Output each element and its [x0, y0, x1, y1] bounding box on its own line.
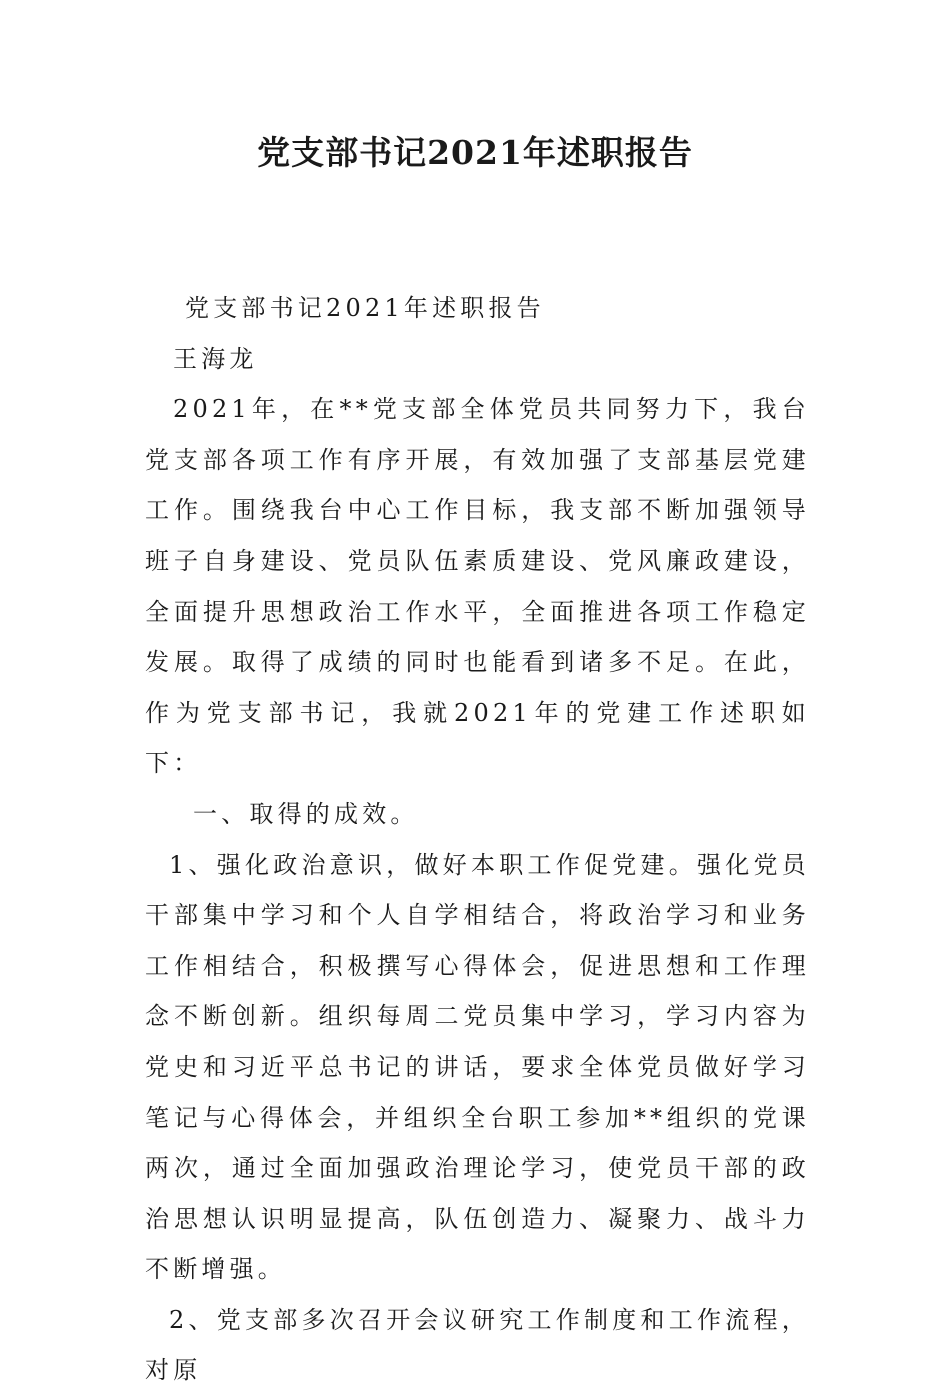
- paragraph-intro: 2021年，在**党支部全体党员共同努力下，我台党支部各项工作有序开展，有效加强了支部基层党建工作。围绕我台中心工作目标，我支部不断加强领导班子自身建设、党员队伍素质建设、党风廉政建设，全面提升思想政治工作水平，全面推进各项工作稳定发展。取得了成绩的同时也能看到诸多不足。在此，作为党支部书记，我就2021年的党建工作述职如下：: [145, 395, 810, 778]
- section-heading-achievements: 一、取得的成效。: [193, 799, 419, 828]
- document-title: 党支部书记2021年述职报告: [257, 133, 693, 172]
- paragraph-item-2: 2、党支部多次召开会议研究工作制度和工作流程，对原: [145, 1305, 810, 1385]
- document-subtitle: 党支部书记2021年述职报告: [185, 294, 545, 322]
- document-body: [145, 283, 810, 1396]
- paragraph-item-1: 1、强化政治意识，做好本职工作促党建。强化党员干部集中学习和个人自学相结合，将政治学习和业务工作相结合，积极撰写心得体会，促进思想和工作理念不断创新。组织每周二党员集中学习，学习内容为党史和习近平总书记的讲话，要求全体党员做好学习笔记与心得体会，并组织全台职工参加**组织的党课两次，通过全面加强政治理论学习，使党员干部的政治思想认识明显提高，队伍创造力、凝聚力、战斗力不断增强。: [145, 850, 810, 1284]
- document-author: 王海龙: [173, 344, 258, 373]
